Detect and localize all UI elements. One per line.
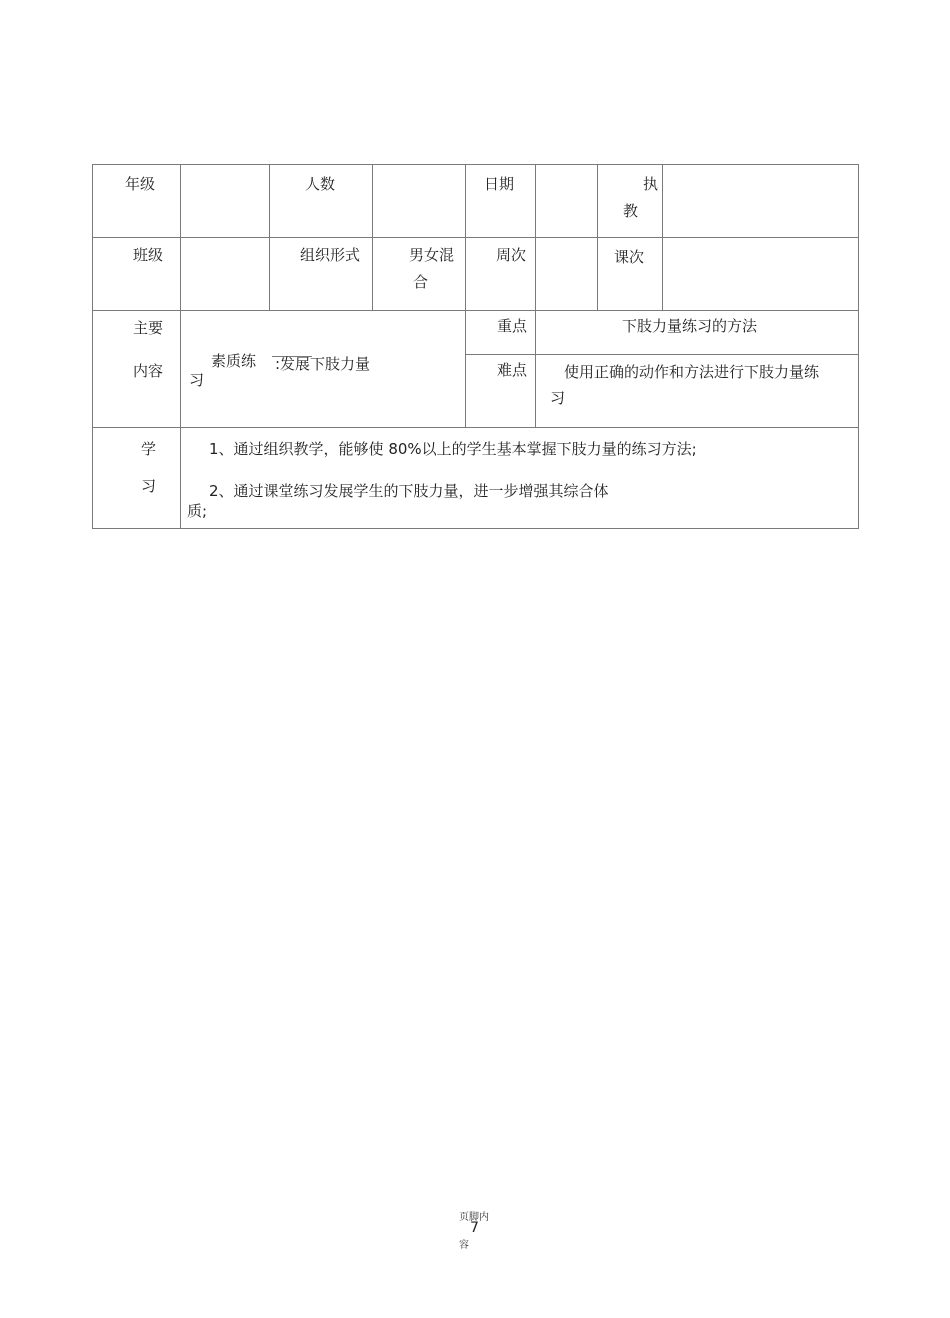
difficulty-value-line1: 使用正确的动作和方法进行下肢力量练 <box>564 363 820 381</box>
org-value-cell <box>373 238 466 311</box>
footer-text-bottom: 容 <box>459 1240 469 1251</box>
goal-2-line1: 2、通过课堂练习发展学生的下肢力量，进一步增强其综合体 <box>209 482 609 500</box>
grade-label-cell <box>93 165 181 238</box>
week-label-cell <box>466 238 536 311</box>
count-label-cell <box>270 165 373 238</box>
table-row <box>93 311 859 428</box>
key-difficulty-block <box>466 311 859 428</box>
class-value-cell <box>181 238 270 311</box>
main-label-line2: 内容 <box>133 362 164 380</box>
week-value-cell <box>536 238 598 311</box>
table-row <box>93 165 859 238</box>
org-label: 组织形式 <box>300 246 361 264</box>
main-content-label-cell <box>93 311 181 428</box>
study-label-line2: 习 <box>141 477 157 495</box>
main-label-line1: 主要 <box>133 319 164 337</box>
week-label: 周次 <box>496 246 527 264</box>
difficulty-label: 难点 <box>497 361 528 379</box>
teacher-label-line2: 教 <box>623 202 639 220</box>
grade-label: 年级 <box>125 175 156 193</box>
date-label: 日期 <box>484 175 515 193</box>
count-label: 人数 <box>305 175 336 193</box>
lesson-value-cell <box>663 238 859 311</box>
date-value-cell <box>536 165 598 238</box>
key-difficulty-divider <box>466 354 858 355</box>
goal-1: 1、通过组织教学，能够使 80%以上的学生基本掌握下肢力量的练习方法; <box>209 440 697 458</box>
org-value-line2: 合 <box>413 273 429 291</box>
goal-2-line2: 质; <box>187 502 208 520</box>
lesson-plan-table <box>92 164 859 529</box>
page-number: 7 <box>470 1220 479 1236</box>
study-goals-cell <box>181 428 859 529</box>
difficulty-value-line2: 习 <box>550 389 566 407</box>
count-value-cell <box>373 165 466 238</box>
lesson-label: 课次 <box>614 248 645 266</box>
grade-value-cell <box>181 165 270 238</box>
class-label-cell <box>93 238 181 311</box>
key-value: 下肢力量练习的方法 <box>622 317 758 335</box>
content-part-3: :发展下肢力量 <box>275 355 371 373</box>
key-label: 重点 <box>497 317 528 335</box>
lesson-label-cell <box>598 238 663 311</box>
study-label-cell <box>93 428 181 529</box>
teacher-label-cell <box>598 165 663 238</box>
content-part-1: 素质练 <box>211 352 257 370</box>
study-label-line1: 学 <box>141 440 157 458</box>
table-row <box>93 428 859 529</box>
content-part-2: 习 <box>189 371 205 389</box>
key-difficulty-vline <box>535 311 536 427</box>
main-content-cell <box>181 311 466 428</box>
table-row <box>93 238 859 311</box>
class-label: 班级 <box>133 246 164 264</box>
teacher-value-cell <box>663 165 859 238</box>
date-label-cell <box>466 165 536 238</box>
footer-text-top: 页脚内 <box>459 1212 489 1223</box>
org-value-line1: 男女混 <box>409 246 455 264</box>
org-label-cell <box>270 238 373 311</box>
teacher-label-line1: 执 <box>643 175 659 193</box>
